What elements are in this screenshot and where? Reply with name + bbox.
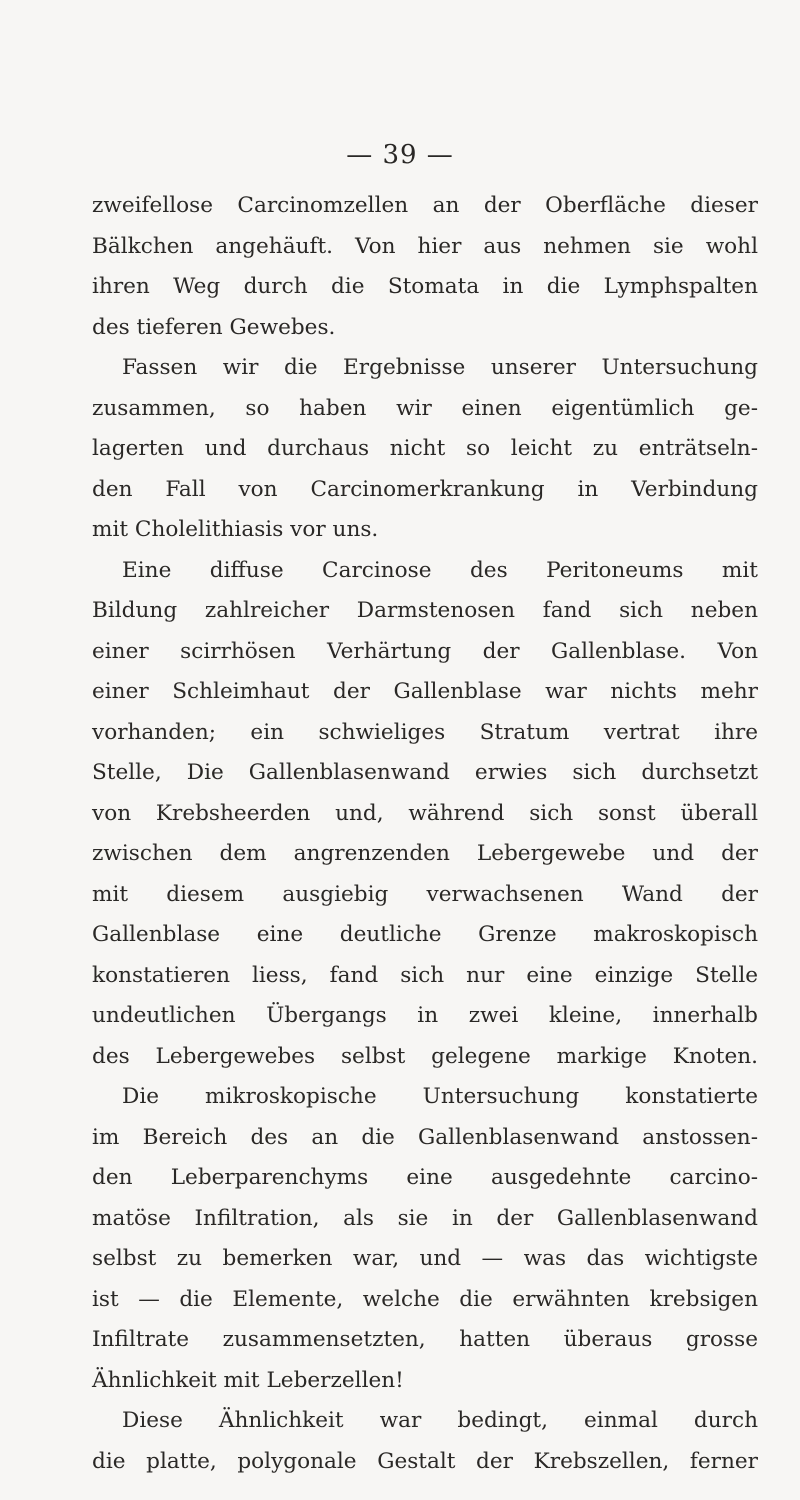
text-line: matöse Infiltration, als sie in der Gallenblasenwand [92,1205,758,1231]
text-line: lagerten und durchaus nicht so leicht zu enträtseln- [92,436,758,461]
text-line: konstatieren liess, fand sich nur eine einzige Stelle [92,962,758,988]
text-line: Die mikroskopische Untersuchung konstatierte [122,1084,758,1109]
text-line: Fassen wir die Ergebnisse unserer Untersuchung [122,355,758,380]
text-line: Eine diffuse Carcinose des Peritoneums mit [122,557,758,583]
text-line: zweifellose Carcinomzellen an der Oberfläche dieser [92,193,758,218]
text-line: des tieferen Gewebes. [92,314,336,340]
text-line: den Fall von Carcinomerkrankung in Verbindung [92,476,758,502]
text-line: von Krebsheerden und, während sich sonst überall [92,800,758,826]
text-line: mit diesem ausgiebig verwachsenen Wand der [92,881,758,907]
text-line: die platte, polygonale Gestalt der Krebszellen, ferner [92,1448,758,1474]
body-text [92,186,758,1482]
text-line: einer Schleimhaut der Gallenblase war nichts mehr [92,679,758,704]
text-line: zusammen, so haben wir einen eigentümlich ge- [92,395,758,421]
text-line: im Bereich des an die Gallenblasenwand anstossen- [92,1124,758,1150]
text-line: zwischen dem angrenzenden Lebergewebe und der [92,841,758,866]
page-number: — 39 — [346,140,454,170]
text-line: Ähnlichkeit mit Leberzellen! [92,1367,404,1393]
text-line: Bildung zahlreicher Darmstenosen fand sich neben [92,598,758,623]
text-line: Diese Ähnlichkeit war bedingt, einmal durch [122,1408,758,1433]
text-line: selbst zu bemerken war, und — was das wichtigste [92,1246,758,1271]
text-line: Gallenblase eine deutliche Grenze makroskopisch [92,922,758,947]
text-line: des Lebergewebes selbst gelegene markige Knoten. [92,1043,758,1069]
text-line: einer scirrhösen Verhärtung der Gallenblase. Von [92,638,758,664]
text-line: vorhanden; ein schwieliges Stratum vertrat ihre [92,719,758,745]
text-line: mit Cholelithiasis vor uns. [92,517,379,542]
text-line: Bälkchen angehäuft. Von hier aus nehmen sie wohl [92,233,758,259]
text-line: Infiltrate zusammensetzten, hatten überaus grosse [92,1327,758,1352]
text-line: ist — die Elemente, welche die erwähnten krebsigen [92,1286,758,1312]
text-line: Stelle, Die Gallenblasenwand erwies sich durchsetzt [92,760,758,785]
text-line: ihren Weg durch die Stomata in die Lymphspalten [92,274,758,299]
text-line: undeutlichen Übergangs in zwei kleine, innerhalb [92,1003,758,1028]
text-line: den Leberparenchyms eine ausgedehnte carcino- [92,1165,758,1190]
